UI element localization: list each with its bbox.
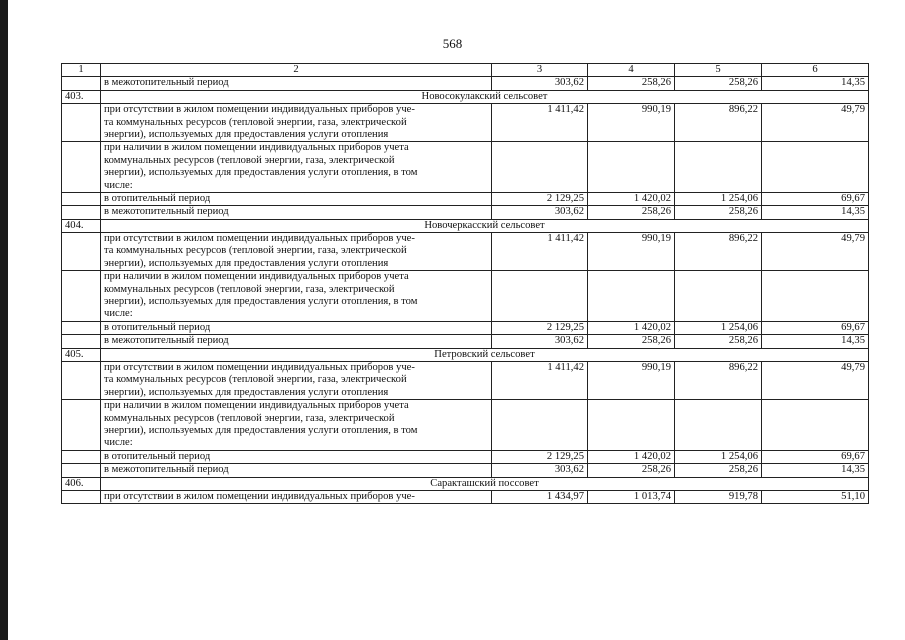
value-cell: 1 013,74	[588, 490, 675, 503]
value-cell	[588, 400, 675, 451]
value-cell: 258,26	[675, 77, 762, 90]
value-cell: 49,79	[762, 104, 869, 142]
row-number-cell	[62, 77, 101, 90]
header-row	[62, 64, 869, 77]
row-number-cell	[62, 271, 101, 322]
table-row	[62, 335, 869, 348]
table-row	[62, 206, 869, 219]
value-cell: 258,26	[675, 464, 762, 477]
value-cell	[492, 400, 588, 451]
section-title: Новосокулакский сельсовет	[101, 90, 869, 103]
value-cell	[588, 271, 675, 322]
value-cell: 1 420,02	[588, 321, 675, 334]
table-row	[62, 321, 869, 334]
description-line: та коммунальных ресурсов (тепловой энергии, газа, электрической	[104, 245, 407, 257]
description-line: та коммунальных ресурсов (тепловой энергии, газа, электрической	[104, 374, 407, 386]
table-row	[62, 464, 869, 477]
value-cell	[492, 142, 588, 193]
row-number-cell	[62, 142, 101, 193]
section-number: 405.	[62, 348, 101, 361]
value-cell: 2 129,25	[492, 192, 588, 205]
row-number-cell	[62, 490, 101, 503]
row-description	[101, 271, 492, 322]
description-line: энергии), используемых для предоставления услуги отопления	[104, 386, 389, 398]
header-cell: 2	[101, 64, 492, 77]
row-number-cell	[62, 450, 101, 463]
table-row	[62, 450, 869, 463]
row-label: в отопительный период	[101, 321, 492, 334]
table-row	[62, 192, 869, 205]
value-cell	[675, 142, 762, 193]
section-number: 403.	[62, 90, 101, 103]
value-cell: 2 129,25	[492, 450, 588, 463]
description-line: энергии), используемых для предоставления услуги отопления	[104, 257, 389, 269]
section-title: Новочеркасский сельсовет	[101, 219, 869, 232]
value-cell: 1 411,42	[492, 104, 588, 142]
value-cell	[492, 271, 588, 322]
description-line: коммунальных ресурсов (тепловой энергии, газа, электрической	[104, 283, 395, 295]
value-cell: 2 129,25	[492, 321, 588, 334]
value-cell: 1 420,02	[588, 192, 675, 205]
value-cell: 303,62	[492, 335, 588, 348]
description-line: при отсутствии в жилом помещении индивидуальных приборов уче-	[104, 233, 415, 245]
value-cell: 1 254,06	[675, 192, 762, 205]
header-cell: 3	[492, 64, 588, 77]
description-line: числе:	[104, 179, 133, 191]
table-row	[62, 361, 869, 399]
row-label: при отсутствии в жилом помещении индивидуальных приборов уче-	[101, 490, 492, 503]
row-number-cell	[62, 206, 101, 219]
row-description	[101, 142, 492, 193]
value-cell: 303,62	[492, 206, 588, 219]
value-cell: 1 411,42	[492, 233, 588, 271]
row-number-cell	[62, 400, 101, 451]
value-cell: 990,19	[588, 233, 675, 271]
table-row	[62, 400, 869, 451]
value-cell: 1 434,97	[492, 490, 588, 503]
table-row	[62, 490, 869, 503]
value-cell	[762, 400, 869, 451]
header-cell: 5	[675, 64, 762, 77]
row-label: в межотопительный период	[101, 206, 492, 219]
description-line: при наличии в жилом помещении индивидуальных приборов учета	[104, 400, 409, 412]
table-row	[62, 233, 869, 271]
description-line: при отсутствии в жилом помещении индивидуальных приборов уче-	[104, 361, 415, 373]
value-cell: 1 411,42	[492, 361, 588, 399]
section-row	[62, 348, 869, 361]
section-row	[62, 477, 869, 490]
value-cell: 919,78	[675, 490, 762, 503]
description-line: энергии), используемых для предоставления услуги отопления, в том	[104, 167, 418, 179]
value-cell: 896,22	[675, 104, 762, 142]
table-row	[62, 104, 869, 142]
tariff-table	[61, 63, 869, 504]
value-cell: 14,35	[762, 335, 869, 348]
value-cell: 1 254,06	[675, 321, 762, 334]
section-row	[62, 90, 869, 103]
description-line: при наличии в жилом помещении индивидуальных приборов учета	[104, 271, 409, 283]
value-cell: 303,62	[492, 464, 588, 477]
value-cell: 51,10	[762, 490, 869, 503]
description-line: числе:	[104, 308, 133, 320]
value-cell	[675, 400, 762, 451]
section-number: 404.	[62, 219, 101, 232]
value-cell: 14,35	[762, 464, 869, 477]
description-line: числе:	[104, 437, 133, 449]
value-cell: 258,26	[588, 464, 675, 477]
value-cell: 303,62	[492, 77, 588, 90]
row-number-cell	[62, 361, 101, 399]
value-cell: 69,67	[762, 321, 869, 334]
table-row	[62, 142, 869, 193]
value-cell: 69,67	[762, 192, 869, 205]
row-label: в межотопительный период	[101, 335, 492, 348]
section-row	[62, 219, 869, 232]
table-row	[62, 77, 869, 90]
row-description	[101, 233, 492, 271]
value-cell: 49,79	[762, 233, 869, 271]
section-number: 406.	[62, 477, 101, 490]
value-cell: 1 254,06	[675, 450, 762, 463]
value-cell	[762, 142, 869, 193]
row-number-cell	[62, 104, 101, 142]
value-cell: 896,22	[675, 233, 762, 271]
description-line: энергии), используемых для предоставления услуги отопления	[104, 128, 389, 140]
value-cell: 69,67	[762, 450, 869, 463]
section-title: Петровский сельсовет	[101, 348, 869, 361]
description-line: энергии), используемых для предоставления услуги отопления, в том	[104, 424, 418, 436]
description-line: энергии), используемых для предоставления услуги отопления, в том	[104, 296, 418, 308]
row-description	[101, 104, 492, 142]
value-cell: 258,26	[675, 206, 762, 219]
value-cell	[762, 271, 869, 322]
value-cell: 14,35	[762, 206, 869, 219]
value-cell	[588, 142, 675, 193]
description-line: коммунальных ресурсов (тепловой энергии, газа, электрической	[104, 154, 395, 166]
row-number-cell	[62, 192, 101, 205]
header-cell: 4	[588, 64, 675, 77]
value-cell: 1 420,02	[588, 450, 675, 463]
value-cell: 258,26	[588, 335, 675, 348]
page-edge-bar	[0, 0, 8, 640]
value-cell: 14,35	[762, 77, 869, 90]
header-cell: 1	[62, 64, 101, 77]
value-cell: 258,26	[588, 77, 675, 90]
value-cell: 49,79	[762, 361, 869, 399]
value-cell: 990,19	[588, 104, 675, 142]
row-description	[101, 400, 492, 451]
row-number-cell	[62, 335, 101, 348]
row-number-cell	[62, 321, 101, 334]
table-row	[62, 271, 869, 322]
description-line: коммунальных ресурсов (тепловой энергии, газа, электрической	[104, 412, 395, 424]
row-number-cell	[62, 233, 101, 271]
description-line: та коммунальных ресурсов (тепловой энергии, газа, электрической	[104, 116, 407, 128]
row-label: в отопительный период	[101, 450, 492, 463]
section-title: Саракташский поссовет	[101, 477, 869, 490]
header-cell: 6	[762, 64, 869, 77]
row-number-cell	[62, 464, 101, 477]
value-cell: 990,19	[588, 361, 675, 399]
row-label: в межотопительный период	[101, 77, 492, 90]
row-label: в межотопительный период	[101, 464, 492, 477]
value-cell: 258,26	[588, 206, 675, 219]
page-number: 568	[442, 36, 463, 51]
description-line: при отсутствии в жилом помещении индивидуальных приборов уче-	[104, 104, 415, 116]
value-cell	[675, 271, 762, 322]
description-line: при наличии в жилом помещении индивидуальных приборов учета	[104, 142, 409, 154]
value-cell: 896,22	[675, 361, 762, 399]
row-description	[101, 361, 492, 399]
row-label: в отопительный период	[101, 192, 492, 205]
value-cell: 258,26	[675, 335, 762, 348]
